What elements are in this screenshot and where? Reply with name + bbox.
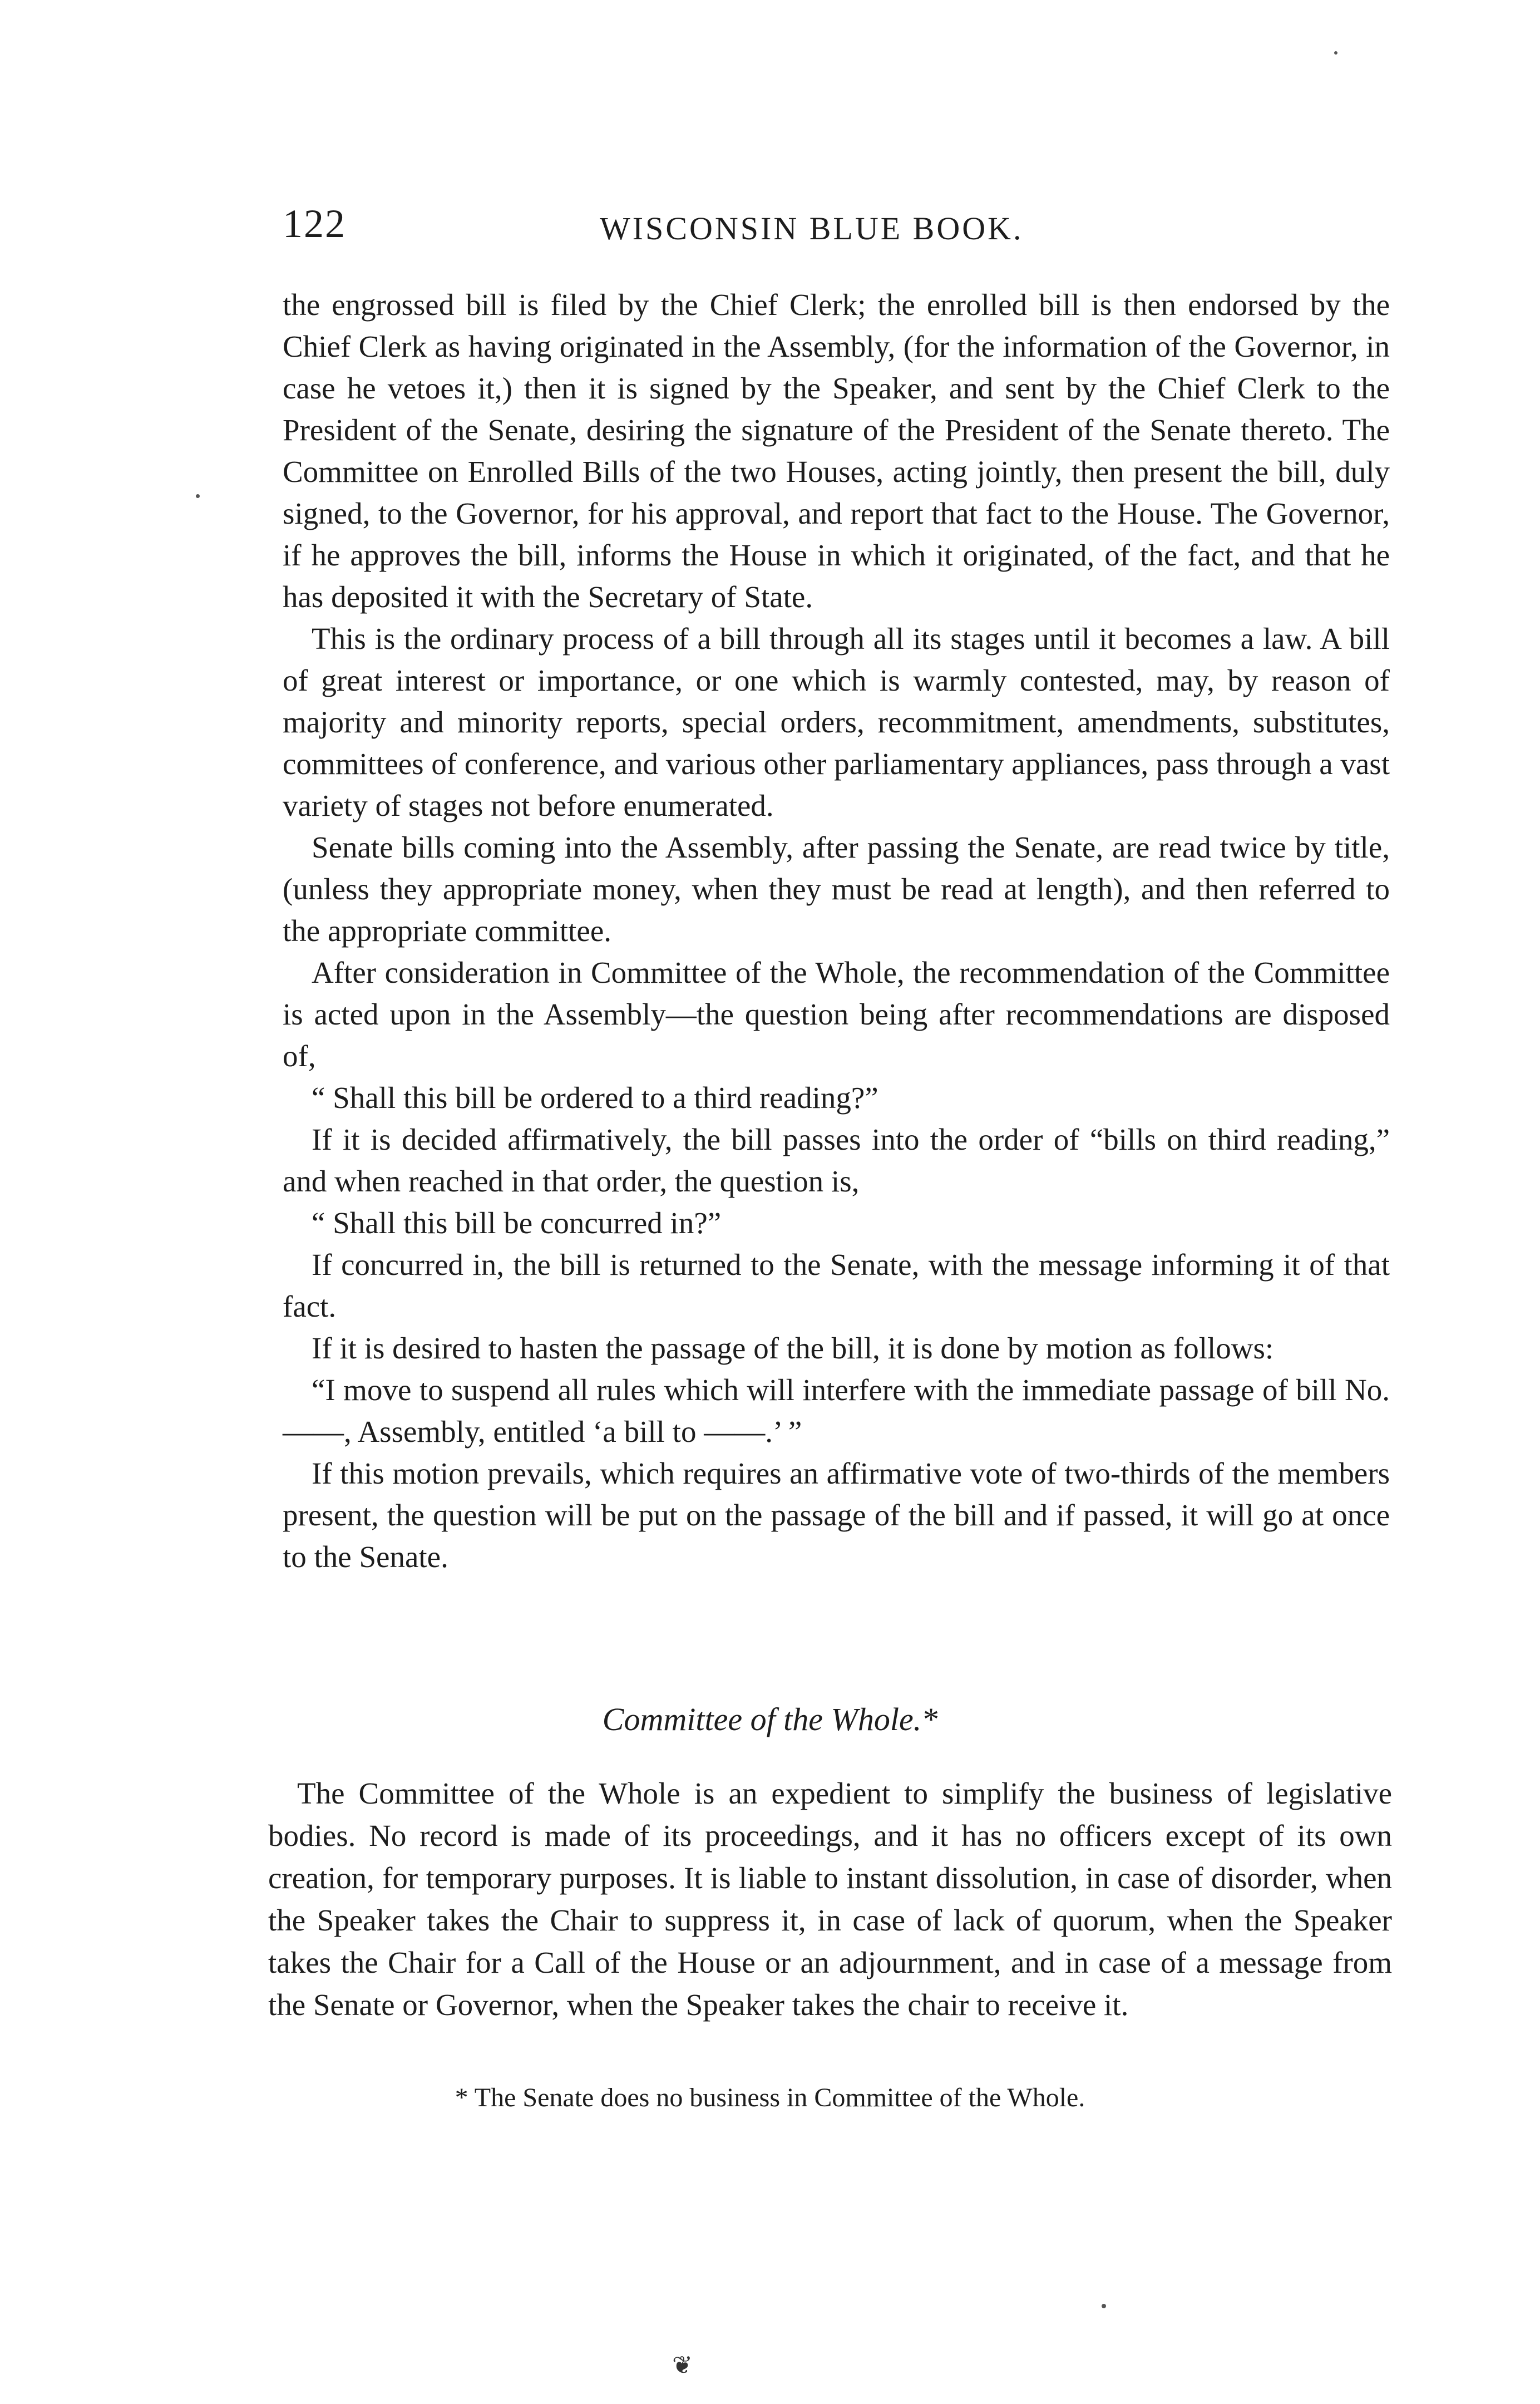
body-text [283,284,1390,1578]
book-title: WISCONSIN BLUE BOOK. [600,210,1024,247]
paragraph-committee-of-whole: The Committee of the Whole is an expedient to simplify the business of legislative bodies. No record is made of its proceedings, and it has no officers except of its own creation, for temporary purposes. It is liable to instant dissolution, in case of disorder, when the Speaker takes the Chair to suppress it, in case of lack of quorum, when the Speaker takes the Chair for a Call of the House or an adjournment, and in case of a message from the Senate or Governor, when the Speaker takes the chair to receive it. [268,1776,1392,2022]
section-text [268,1772,1392,2026]
ink-speck [1334,51,1337,55]
paragraph-decided-affirmatively: If it is decided affirmatively, the bill passes into the order of “bills on third reading,” and when reached in that order, the question is, [283,1122,1390,1198]
paragraph-after-consideration: After consideration in Committee of the Whole, the recommendation of the Committee is acted upon in the Assembly—the question being after recommendations are disposed of, [283,955,1390,1073]
paragraph-enrolled-bill: the engrossed bill is filed by the Chief Clerk; the enrolled bill is then endorsed by the Chief Clerk as having originated in the Assembly, (for the information of the Governor, in case he vetoes it,) then it is signed by the Speaker, and sent by the Chief Clerk to the President of the Senate, desiring the signature of the President of the Senate thereto. The Committee on Enrolled Bills of the two Houses, acting jointly, then present the bill, duly signed, to the Governor, for his approval, and report that fact to the House. The Governor, if he approves the bill, informs the House in which it originated, of the fact, and that he has deposited it with the Secretary of State. [283,288,1390,614]
ink-speck [1102,2304,1106,2308]
page-number: 122 [283,201,346,246]
ink-speck [196,494,200,498]
section-heading: Committee of the Whole.* [602,1701,938,1737]
paragraph-senate-bills: Senate bills coming into the Assembly, after passing the Senate, are read twice by title, (unless they appropriate money, when they must be read at length), and then referred to the appropriate committee. [283,830,1390,948]
printer-ornament-icon: ❦ [672,2352,693,2379]
paragraph-if-concurred: If concurred in, the bill is returned to the Senate, with the message informing it of that fact. [283,1248,1390,1323]
running-head [283,196,1067,257]
quote-third-reading: “ Shall this bill be ordered to a third reading?” [312,1081,878,1115]
paragraph-hasten-passage: If it is desired to hasten the passage of the bill, it is done by motion as follows: [312,1331,1274,1365]
quote-suspend-rules: “I move to suspend all rules which will interfere with the immediate passage of bill No. ——, Assembly, entitled ‘a bill to ——.’ ” [283,1373,1390,1449]
paragraph-motion-prevails: If this motion prevails, which requires an affirmative vote of two-thirds of the members present, the question will be put on the passage of the bill and if passed, it will go at once to the Senate. [283,1456,1390,1574]
paragraph-ordinary-process: This is the ordinary process of a bill through all its stages until it becomes a law. A bill of great interest or importance, or one which is warmly contested, may, by reason of majority and minority reports, special orders, recommitment, amendments, substitutes, committees of conference, and various other parliamentary appliances, pass through a vast variety of stages not before enumerated. [283,622,1390,822]
quote-concurred-in: “ Shall this bill be concurred in?” [312,1206,722,1240]
footnote: * The Senate does no business in Committee of the Whole. [455,2083,1085,2112]
